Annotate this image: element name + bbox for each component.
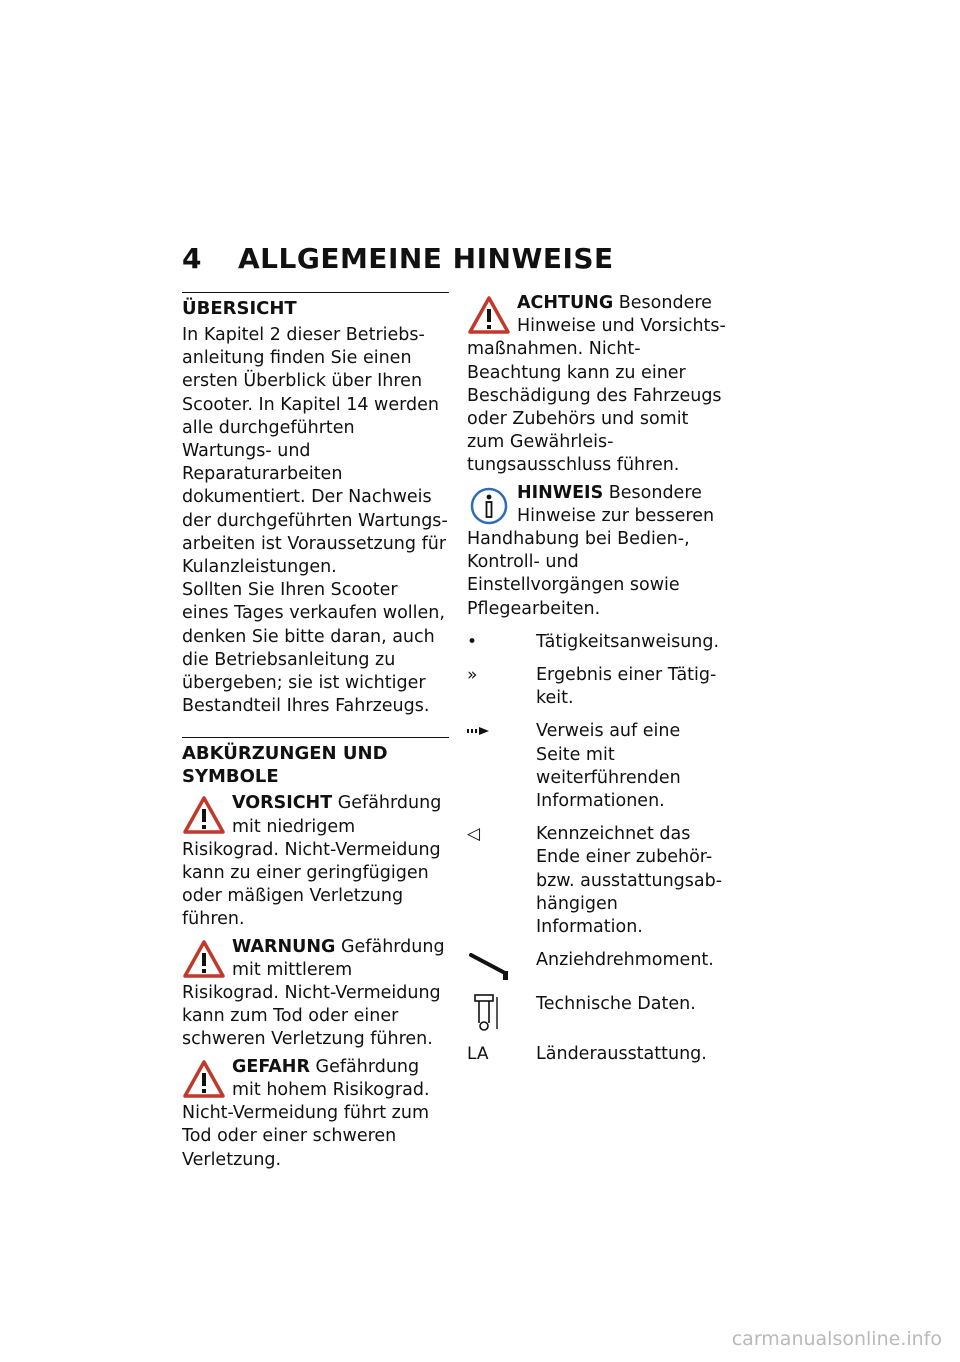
- chapter-name: ALLGEMEINE HINWEISE: [237, 242, 614, 275]
- hint-vorsicht: [182, 792, 449, 931]
- overview-paragraph-2: Sollten Sie Ihren Scooter eines Tages verkaufen wollen, denken Sie bitte daran, auch die Betriebsanleitung zu übergeben; sie ist wichtiger Bestandteil Ihres Fahrzeugs.: [182, 580, 445, 717]
- symbol-row-torque: [467, 949, 729, 983]
- abbreviations-heading: ABKÜRZUNGEN UND SYMBOLE: [182, 737, 449, 788]
- hint-text: Gefährdung mit mittlerem Risikograd. Nicht-Vermeidung kann zum Tod oder einer schweren Verletzung führen.: [182, 936, 445, 1050]
- warning-triangle-icon: [182, 1058, 226, 1102]
- symbol-description: Verweis auf eine Seite mit weiterführenden Informationen.: [536, 721, 681, 812]
- technical-data-icon: [467, 993, 501, 1033]
- end-marker-icon: ◁: [467, 824, 481, 845]
- symbol-description: Länderausstattung.: [536, 1044, 707, 1065]
- symbol-description: Ergebnis einer Tätigkeit.: [536, 665, 717, 709]
- page-reference-arrow-icon: [467, 724, 491, 738]
- symbol-description: Technische Daten.: [536, 994, 696, 1015]
- torque-wrench-icon: [467, 949, 513, 983]
- warning-triangle-icon: [467, 294, 511, 338]
- result-arrow-icon: »: [467, 665, 478, 686]
- symbol-row-country: [467, 1043, 729, 1066]
- hint-warnung: [182, 936, 449, 1052]
- warning-triangle-icon: [182, 794, 226, 838]
- warning-triangle-icon: [182, 938, 226, 982]
- bullet-icon: •: [467, 631, 478, 652]
- right-column: [467, 292, 729, 1066]
- symbol-row-end: [467, 823, 729, 939]
- hint-keyword: GEFAHR: [232, 1056, 310, 1077]
- hint-keyword: VORSICHT: [232, 793, 333, 814]
- hint-keyword: ACHTUNG: [517, 293, 614, 313]
- overview-paragraph-1: In Kapitel 2 dieser Betriebsanleitung finden Sie einen ersten Überblick über Ihren Scooter. In Kapitel 14 werden alle durchgeführten Wartungs- und Reparaturarbeiten dokumentiert. Der Nachweis der durchgeführten Wartungsarbeiten ist Voraussetzung für Kulanzleistungen.: [182, 325, 448, 578]
- symbol-row-technical-data: [467, 993, 729, 1033]
- left-column: [182, 292, 449, 1172]
- symbol-row-bullet: [467, 631, 729, 654]
- hint-keyword: WARNUNG: [232, 936, 336, 957]
- hint-text: Gefährdung mit niedrigem Risikograd. Nicht-Vermeidung kann zu einer geringfügigen oder mäßigen Verletzung führen.: [182, 793, 442, 930]
- overview-heading: ÜBERSICHT: [182, 292, 449, 320]
- hint-hinweis: [467, 482, 729, 621]
- symbol-description: Anziehdrehmoment.: [536, 950, 714, 971]
- chapter-title: [182, 242, 614, 275]
- symbol-row-result: [467, 664, 729, 710]
- symbol-description: Tätigkeitsanweisung.: [536, 631, 720, 652]
- hint-keyword: HINWEIS: [517, 482, 604, 503]
- info-icon: [467, 484, 511, 528]
- symbol-row-reference: [467, 720, 729, 813]
- hint-text: Besondere Hinweise und Vorsichtsmaßnahmen. Nicht-Beachtung kann zu einer Beschädigung des Fahrzeugs oder Zubehörs und somit zum Gewährleistungsausschluss führen.: [467, 293, 726, 476]
- hint-text: Besondere Hinweise zur besseren Handhabung bei Bedien-, Kontroll- und Einstellvorgängen sowie Pflegearbeiten.: [467, 482, 715, 619]
- chapter-number: 4: [182, 242, 202, 275]
- symbol-description: Kennzeichnet das Ende einer zubehör- bzw. ausstattungsabhängigen Information.: [536, 824, 723, 938]
- hint-text: Gefährdung mit hohem Risikograd. Nicht-Vermeidung führt zum Tod oder einer schweren Verletzung.: [182, 1056, 430, 1170]
- hint-gefahr: [182, 1056, 449, 1172]
- watermark: carmanualsonline.info: [731, 1328, 942, 1350]
- hint-achtung: [467, 292, 729, 478]
- country-equipment-label: LA: [467, 1044, 489, 1065]
